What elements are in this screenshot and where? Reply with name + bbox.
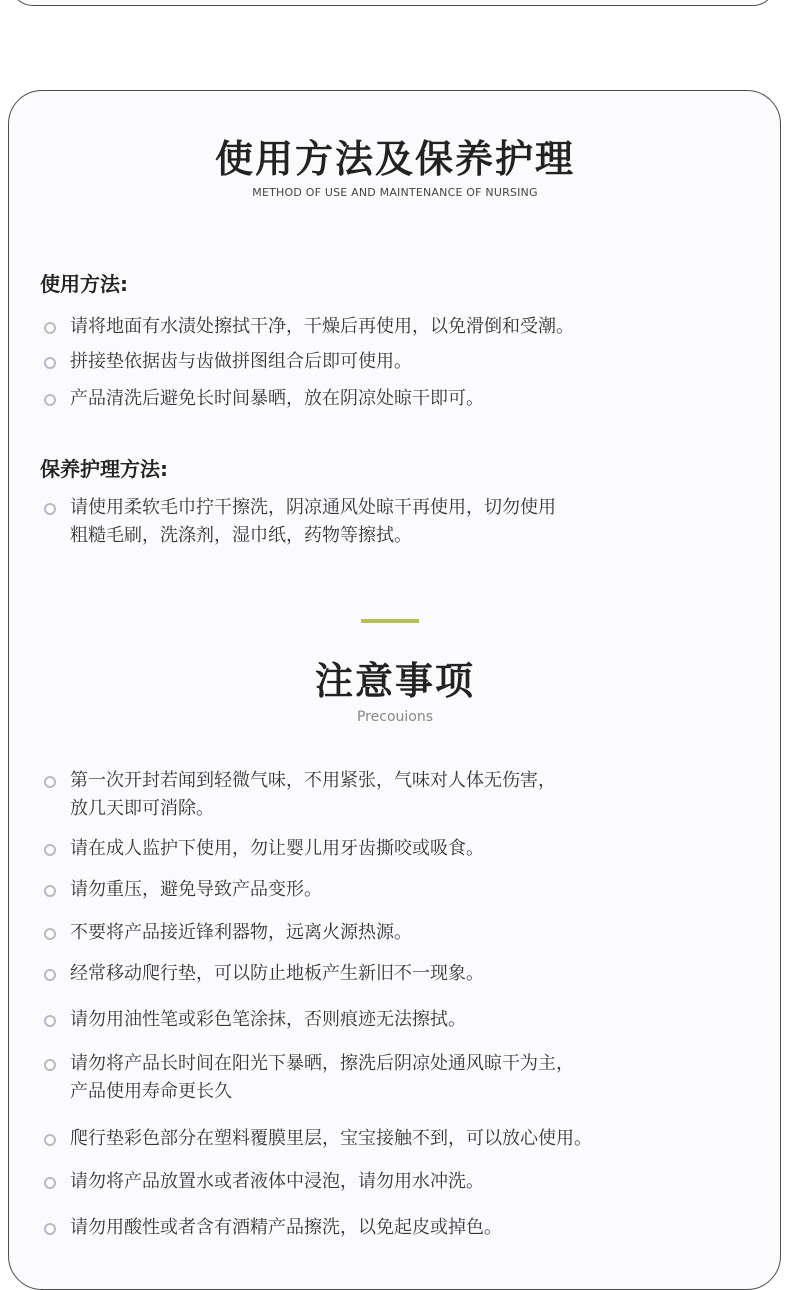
usage-subtitle: METHOD OF USE AND MAINTENANCE OF NURSING: [252, 186, 538, 199]
usage-list-item: 拼接垫依据齿与齿做拼图组合后即可使用。: [44, 348, 412, 376]
bullet-icon: [44, 928, 56, 940]
bullet-icon: [44, 394, 56, 406]
precaution-list-item: 不要将产品接近锋利器物，远离火源热源。: [44, 919, 412, 947]
care-list-item: 请使用柔软毛巾拧干擦洗，阴凉通风处晾干再使用，切勿使用 粗糙毛刷，洗涤剂，湿巾纸，药物等擦拭。: [44, 494, 556, 550]
precaution-list-item: 经常移动爬行垫，可以防止地板产生新旧不一现象。: [44, 960, 484, 988]
precaution-list-item: 爬行垫彩色部分在塑料覆膜里层，宝宝接触不到，可以放心使用。: [44, 1125, 592, 1153]
bullet-icon: [44, 503, 56, 515]
precaution-list-item: 第一次开封若闻到轻微气味，不用紧张，气味对人体无伤害， 放几天即可消除。: [44, 767, 556, 823]
usage-list-item: 产品清洗后避免长时间暴晒，放在阴凉处晾干即可。: [44, 385, 484, 413]
precaution-list-item: 请勿将产品长时间在阳光下暴晒，擦洗后阴凉处通风晾干为主， 产品使用寿命更长久: [44, 1050, 574, 1106]
bullet-icon: [44, 357, 56, 369]
care-heading: 保养护理方法:: [40, 457, 168, 481]
bullet-icon: [44, 322, 56, 334]
usage-list-item: 请将地面有水渍处擦拭干净，干燥后再使用，以免滑倒和受潮。: [44, 313, 574, 341]
section-divider: [361, 619, 419, 623]
precaution-list-item: 请勿重压，避免导致产品变形。: [44, 876, 322, 904]
precautions-title: 注意事项: [314, 659, 475, 703]
usage-title: 使用方法及保养护理: [214, 137, 575, 181]
precaution-list-item: 请勿用酸性或者含有酒精产品擦洗，以免起皮或掉色。: [44, 1214, 502, 1242]
usage-heading: 使用方法:: [40, 272, 128, 296]
bullet-icon: [44, 1134, 56, 1146]
precaution-list-item: 请勿用油性笔或彩色笔涂抹，否则痕迹无法擦拭。: [44, 1006, 466, 1034]
bullet-icon: [44, 776, 56, 788]
bullet-icon: [44, 1015, 56, 1027]
bullet-icon: [44, 885, 56, 897]
precautions-subtitle: Precouions: [356, 709, 433, 725]
bullet-icon: [44, 969, 56, 981]
bullet-icon: [44, 1223, 56, 1235]
previous-section-card: [10, 0, 776, 6]
bullet-icon: [44, 844, 56, 856]
bullet-icon: [44, 1177, 56, 1189]
precaution-list-item: 请勿将产品放置水或者液体中浸泡，请勿用水冲洗。: [44, 1168, 484, 1196]
precaution-list-item: 请在成人监护下使用，勿让婴儿用牙齿撕咬或吸食。: [44, 835, 484, 863]
bullet-icon: [44, 1059, 56, 1071]
